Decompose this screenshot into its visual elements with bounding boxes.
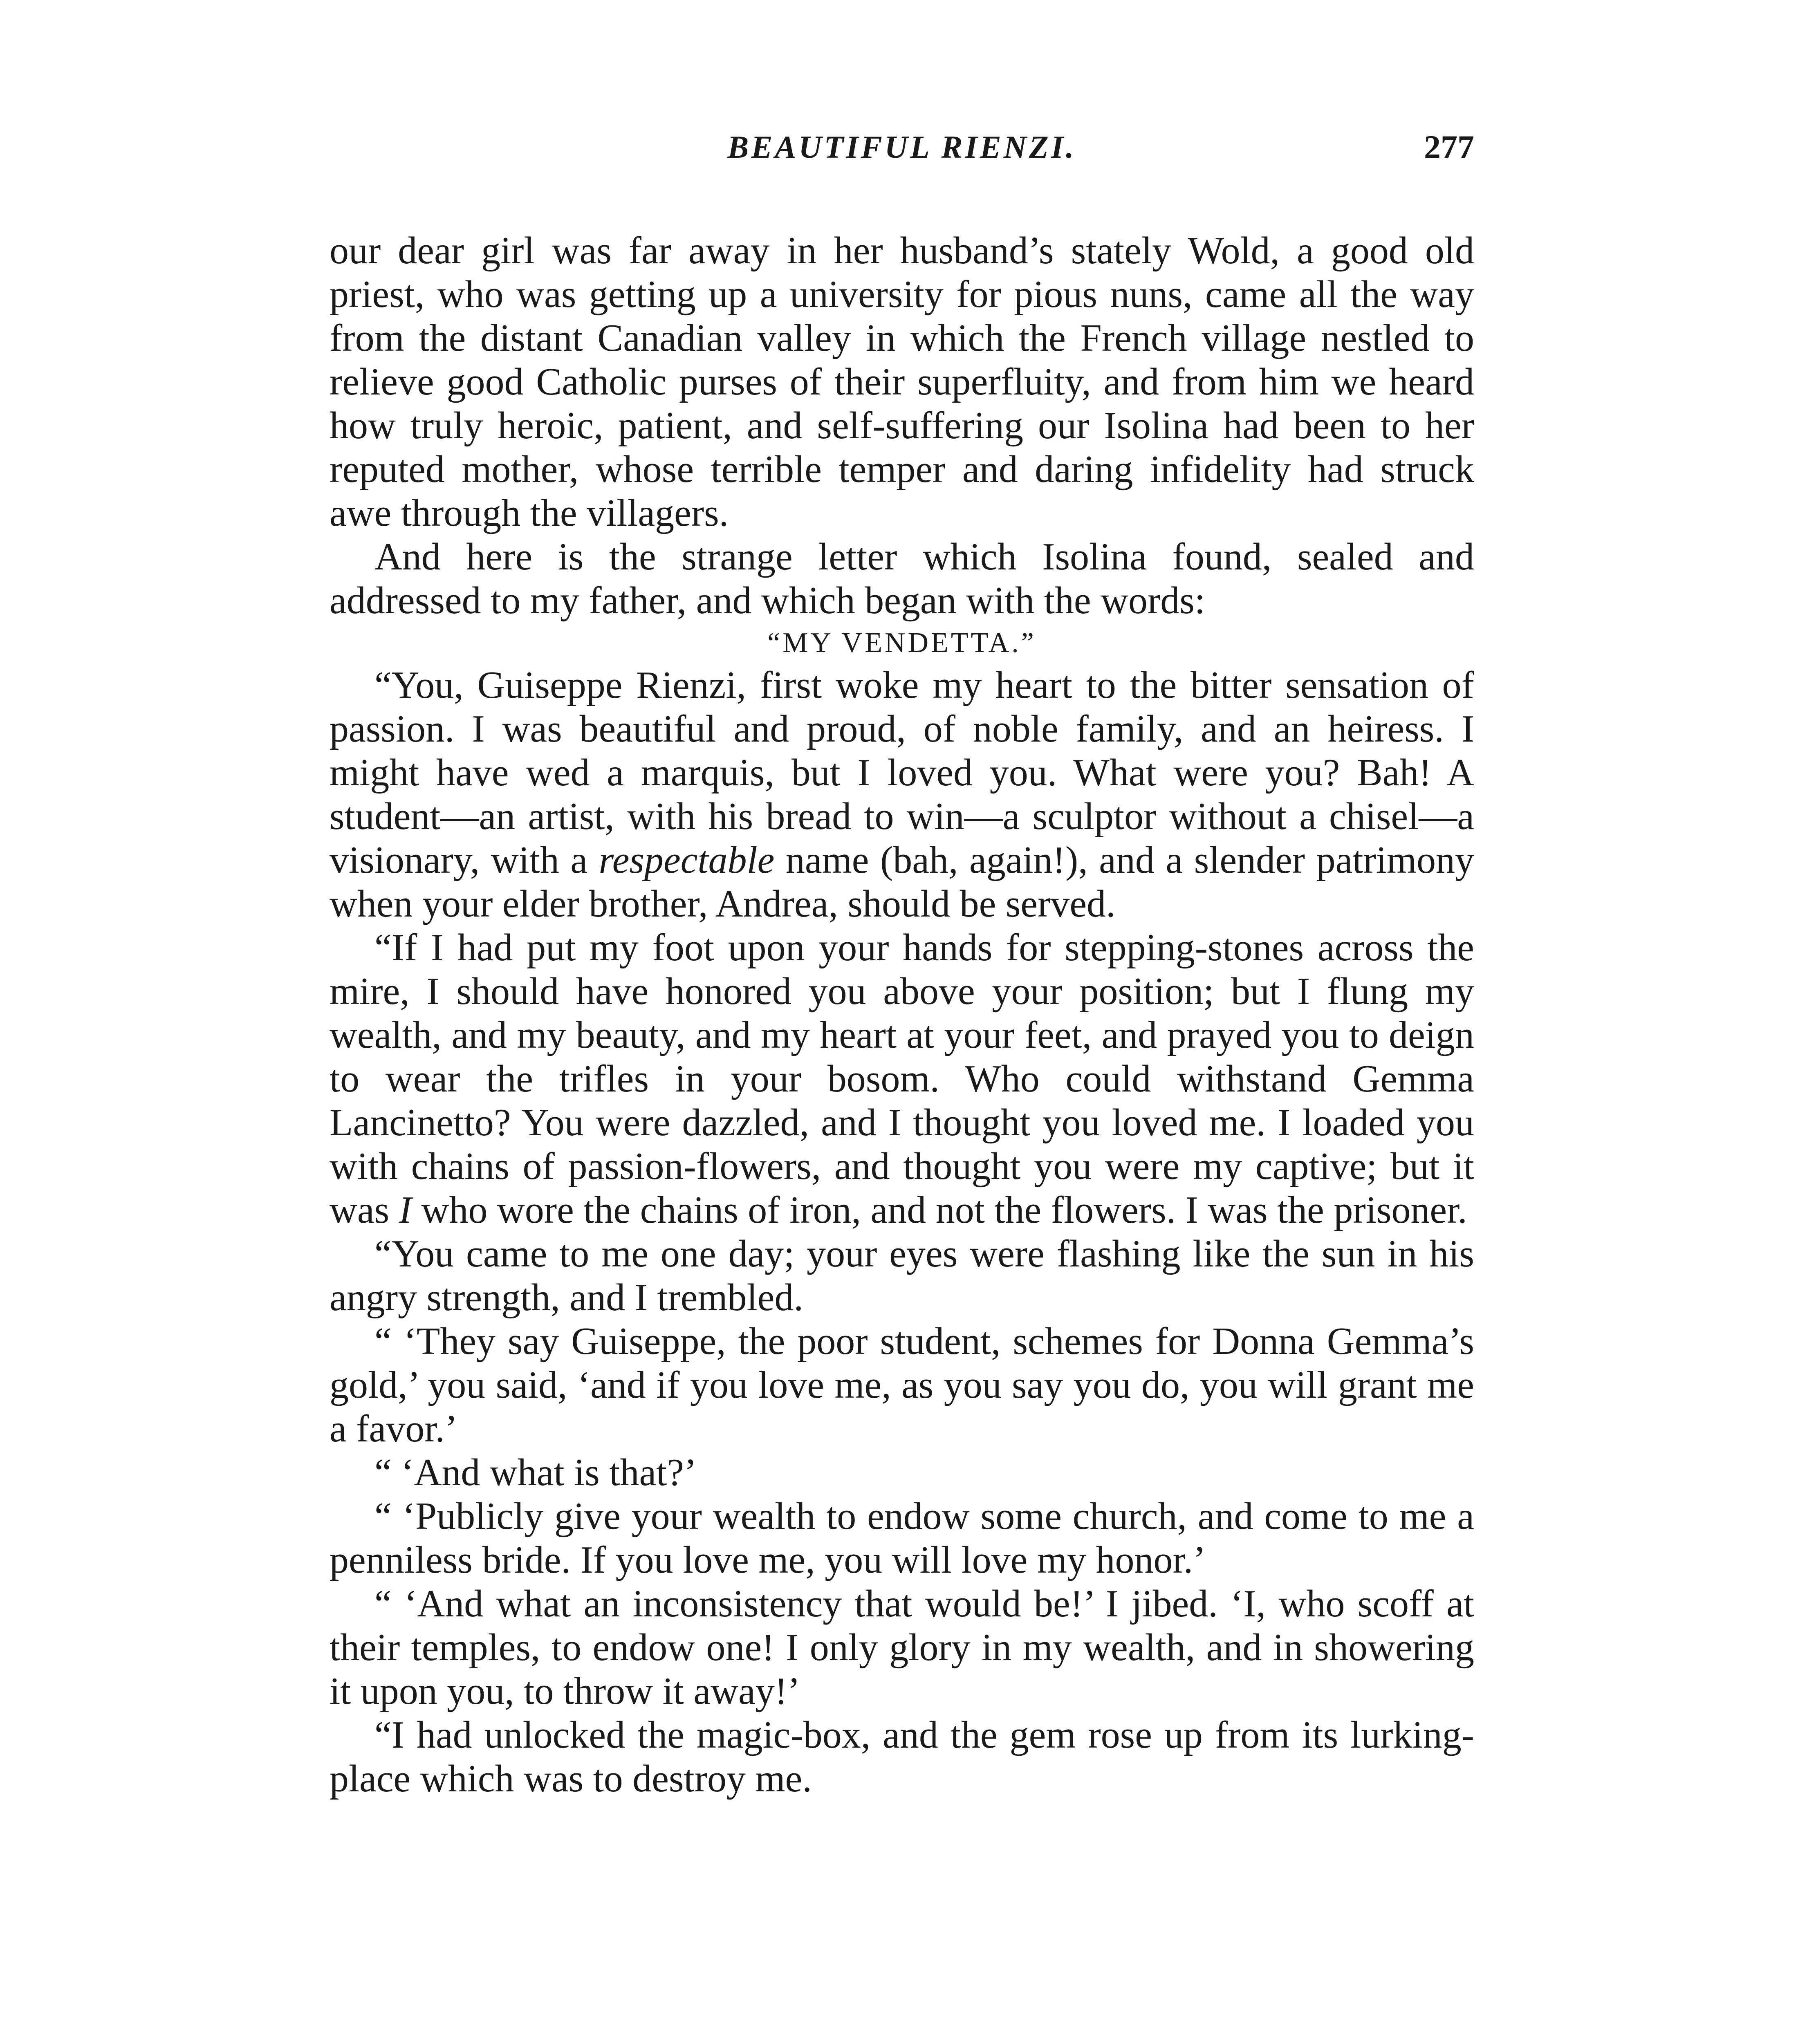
paragraph-10: “I had unlocked the magic-box, and the gem rose up from its lurking-place which was to destroy me. xyxy=(330,1714,1474,1800)
paragraph-3 xyxy=(330,663,1474,926)
paragraph-9: “ ‘And what an inconsistency that would be!’ I jibed. ‘I, who scoff at their temples, to endow one! I only glory in my wealth, and in showering it upon you, to throw it away!’ xyxy=(330,1582,1474,1712)
paragraph-3-part-2: name (bah, again!), and a slender patrimony when your elder brother, Andrea, should be served. xyxy=(330,839,1474,925)
paragraph-3-part-1: “You, Guiseppe Rienzi, first woke my heart to the bitter sensation of passion. I was beautiful and proud, of noble family, and an heiress. I might have wed a marquis, but I loved you. What were you? Bah! A student—an artist, with his bread to win—a sculptor without a chisel—a visionary, with a xyxy=(330,664,1474,881)
body-text xyxy=(330,229,1474,1801)
paragraph-2: And here is the strange letter which Isolina found, sealed and addressed to my father, and which began with the words: xyxy=(330,536,1474,622)
running-head xyxy=(330,123,1474,180)
emphasis-i: I xyxy=(399,1189,412,1231)
running-title: BEAUTIFUL RIENZI. xyxy=(727,129,1076,165)
emphasis-respectable: respectable xyxy=(599,839,775,881)
paragraph-4-part-1: “If I had put my foot upon your hands for stepping-stones across the mire, I should have honored you above your position; but I flung my wealth, and my beauty, and my heart at your feet, and prayed you to deign to wear the trifles in your bosom. Who could withstand Gemma Lancinetto? You were dazzled, and I thought you loved me. I loaded you with chains of passion-flowers, and thought you were my captive; but it was xyxy=(330,926,1474,1231)
paragraph-4 xyxy=(330,926,1474,1232)
page-number: 277 xyxy=(1424,128,1474,166)
paragraph-7: “ ‘And what is that?’ xyxy=(374,1451,697,1494)
paragraph-4-part-2: who wore the chains of iron, and not the flowers. I was the prisoner. xyxy=(412,1189,1467,1231)
paragraph-1: our dear girl was far away in her husband’s stately Wold, a good old priest, who was getting up a university for pious nuns, came all the way from the distant Canadian valley in which the French village nestled to relieve good Catholic purses of their superfluity, and from him we heard how truly heroic, patient, and self-suffering our Isolina had been to her reputed mother, whose terrible temper and daring infidelity had struck awe through the villagers. xyxy=(330,229,1474,534)
paragraph-5: “You came to me one day; your eyes were flashing like the sun in his angry strength, and I trembled. xyxy=(330,1233,1474,1319)
letter-heading: “MY VENDETTA.” xyxy=(767,627,1036,659)
paragraph-6: “ ‘They say Guiseppe, the poor student, schemes for Donna Gemma’s gold,’ you said, ‘and if you love me, as you say you do, you will grant me a favor.’ xyxy=(330,1320,1474,1450)
paragraph-8: “ ‘Publicly give your wealth to endow some church, and come to me a penniless bride. If you love me, you will love my honor.’ xyxy=(330,1495,1474,1581)
